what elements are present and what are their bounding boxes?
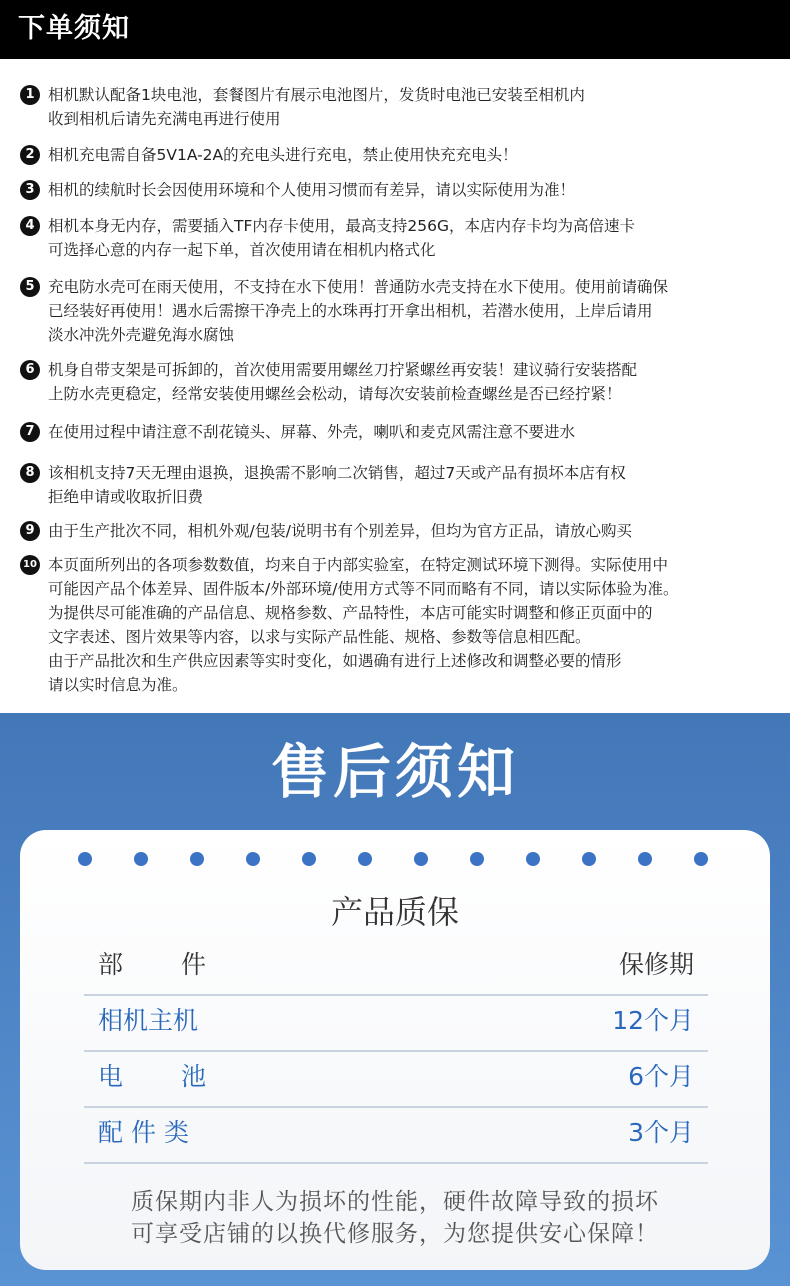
dot-icon bbox=[302, 852, 316, 866]
part-name: 相机主机 bbox=[98, 1006, 199, 1035]
notice-item-2 bbox=[20, 143, 780, 167]
dot-icon bbox=[638, 852, 652, 866]
number-badge-icon: 9 bbox=[20, 521, 40, 541]
warranty-table-header bbox=[84, 940, 708, 996]
notice-item-1 bbox=[20, 83, 780, 131]
notice-text: 由于产品批次和生产供应因素等实时变化，如遇确有进行上述修改和调整必要的情形 bbox=[48, 652, 622, 670]
dot-icon bbox=[582, 852, 596, 866]
notice-text: 相机充电需自备5V1A-2A的充电头进行充电，禁止使用快充充电头！ bbox=[48, 146, 518, 164]
header-bar bbox=[0, 0, 790, 59]
notice-text: 拒绝申请或收取折旧费 bbox=[48, 488, 204, 506]
notice-item-4 bbox=[20, 214, 780, 262]
notice-text: 由于生产批次不同，相机外观/包装/说明书有个别差异，但均为官方正品，请放心购买 bbox=[48, 522, 632, 540]
decorative-dots bbox=[78, 852, 718, 866]
dot-icon bbox=[526, 852, 540, 866]
notice-item-6 bbox=[20, 358, 780, 406]
notice-item-5 bbox=[20, 275, 780, 347]
number-badge-icon: 3 bbox=[20, 180, 40, 200]
notice-text: 淡水冲洗外壳避免海水腐蚀 bbox=[48, 326, 235, 344]
notice-text: 相机默认配备1块电池，套餐图片有展示电池图片，发货时电池已安装至相机内 bbox=[48, 86, 585, 104]
notice-text: 本页面所列出的各项参数数值，均来自于内部实验室，在特定测试环境下测得。实际使用中 bbox=[48, 556, 669, 574]
part-name: 电池 bbox=[98, 1062, 265, 1091]
dot-icon bbox=[134, 852, 148, 866]
after-sales-heading: 售后须知 bbox=[270, 738, 519, 806]
notice-text: 上防水壳更稳定，经常安装使用螺丝会松动，请每次安装前检查螺丝是否已经拧紧！ bbox=[48, 385, 622, 403]
notice-text: 可选择心意的内存一起下单，首次使用请在相机内格式化 bbox=[48, 241, 436, 259]
page-title: 下单须知 bbox=[18, 13, 130, 44]
dot-icon bbox=[470, 852, 484, 866]
notice-text: 机身自带支架是可拆卸的，首次使用需要用螺丝刀拧紧螺丝再安装！建议骑行安装搭配 bbox=[48, 361, 638, 379]
column-header-part: 部件 bbox=[98, 950, 265, 979]
notice-item-9 bbox=[20, 519, 780, 543]
dot-icon bbox=[78, 852, 92, 866]
notice-text: 收到相机后请先充满电再进行使用 bbox=[48, 110, 281, 128]
number-badge-icon: 7 bbox=[20, 422, 40, 442]
notice-item-10 bbox=[20, 553, 780, 697]
dot-icon bbox=[190, 852, 204, 866]
table-row bbox=[84, 1108, 708, 1164]
warranty-note-line: 可享受店铺的以换代修服务，为您提供安心保障！ bbox=[131, 1221, 659, 1247]
number-badge-icon: 4 bbox=[20, 216, 40, 236]
notice-text: 该相机支持7天无理由退换，退换需不影响二次销售，超过7天或产品有损坏本店有权 bbox=[48, 464, 626, 482]
number-badge-icon: 1 bbox=[20, 85, 40, 105]
notice-text: 请以实时信息为准。 bbox=[48, 676, 188, 694]
dot-icon bbox=[694, 852, 708, 866]
warranty-period: 3个月 bbox=[628, 1118, 694, 1147]
notice-text: 在使用过程中请注意不刮花镜头、屏幕、外壳，喇叭和麦克风需注意不要进水 bbox=[48, 423, 576, 441]
warranty-title: 产品质保 bbox=[330, 893, 459, 931]
notice-text: 为提供尽可能准确的产品信息、规格参数、产品特性，本店可能实时调整和修正页面中的 bbox=[48, 604, 653, 622]
number-badge-icon: 5 bbox=[20, 277, 40, 297]
part-name: 配件类 bbox=[98, 1118, 198, 1147]
notice-text: 可能因产品个体差异、固件版本/外部环境/使用方式等不同而略有不同，请以实际体验为准。 bbox=[48, 580, 679, 598]
notice-item-8 bbox=[20, 461, 780, 509]
notice-item-7 bbox=[20, 420, 780, 444]
notice-text: 相机的续航时长会因使用环境和个人使用习惯而有差异，请以实际使用为准！ bbox=[48, 181, 576, 199]
table-row bbox=[84, 1052, 708, 1108]
number-badge-icon: 10 bbox=[20, 555, 40, 575]
warranty-note bbox=[0, 1186, 790, 1250]
table-row bbox=[84, 996, 708, 1052]
dot-icon bbox=[358, 852, 372, 866]
notice-text: 充电防水壳可在雨天使用，不支持在水下使用！普通防水壳支持在水下使用。使用前请确保 bbox=[48, 278, 669, 296]
notice-text: 文字表述、图片效果等内容，以求与实际产品性能、规格、参数等信息相匹配。 bbox=[48, 628, 591, 646]
warranty-note-line: 质保期内非人为损坏的性能，硬件故障导致的损坏 bbox=[131, 1189, 659, 1215]
dot-icon bbox=[246, 852, 260, 866]
warranty-period: 12个月 bbox=[612, 1006, 694, 1035]
dot-icon bbox=[414, 852, 428, 866]
column-header-period: 保修期 bbox=[618, 950, 694, 979]
number-badge-icon: 2 bbox=[20, 145, 40, 165]
notice-text: 相机本身无内存，需要插入TF内存卡使用，最高支持256G，本店内存卡均为高倍速卡 bbox=[48, 217, 635, 235]
notice-text: 已经装好再使用！遇水后需擦干净壳上的水珠再打开拿出相机，若潜水使用，上岸后请用 bbox=[48, 302, 653, 320]
warranty-period: 6个月 bbox=[628, 1062, 694, 1091]
notice-item-3 bbox=[20, 178, 780, 202]
number-badge-icon: 8 bbox=[20, 463, 40, 483]
number-badge-icon: 6 bbox=[20, 360, 40, 380]
